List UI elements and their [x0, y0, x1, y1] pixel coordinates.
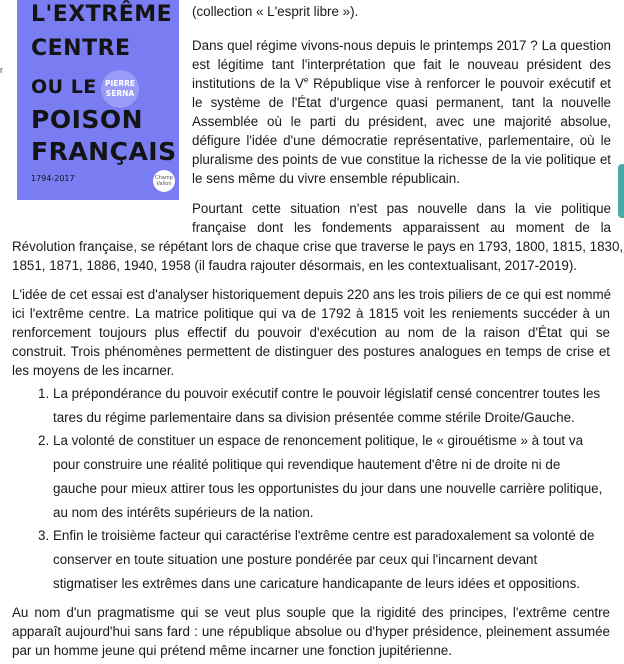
list-item-line: La volonté de constituer un espace de renoncement politique, le « girouétisme » à tout va [53, 433, 584, 448]
list-item-line: La prépondérance du pouvoir exécutif contre le pouvoir législatif censé concentrer toutes les [53, 386, 601, 401]
cover-author-first: PIERRE [104, 79, 136, 88]
paragraph-line-start: institutions de la V [192, 76, 304, 91]
paragraph-line: est légitime tant l'interprétation que fait le nouveau président des [192, 57, 611, 72]
cover-author-last: SERNA [105, 89, 135, 98]
list-item-line: gauche pour mieux attirer tous les opportunistes du jour dans une nouvelle carrière politique, [53, 481, 603, 496]
paragraph-line: Révolution française, se répétant lors de chaque crise que traverse le pays en 1793, 1800, 1815, 1830, [12, 239, 624, 254]
superscript-e: e [303, 75, 309, 85]
paragraph-line: construit. Trois phénomènes permettent de distinguer des postures analogues en temps de crise et [12, 344, 610, 359]
cover-title-line: OU LE [31, 76, 97, 98]
list-item-line: pour construire une réalité politique qui revendique hautement d'être ni de droite ni de [53, 457, 561, 472]
publisher-logo [153, 170, 175, 192]
publisher-line: Champ [155, 175, 173, 181]
paragraph-line: apparaît aujourd'hui sans fard : une république absolue ou d'hyper présidence, pleinement assumée [12, 624, 610, 639]
list-item-line: conserver en toute situation une posture pondérée par ceux qui l'incarnent devant [53, 552, 538, 567]
cover-title-line: FRANÇAIS [31, 137, 177, 166]
side-tab-handle[interactable] [618, 164, 624, 218]
paragraph-line: par un homme jeune qui prétend même incarner une fonction jupitérienne. [12, 643, 452, 658]
paragraph-line: Assemblée où le parti du président, avec une majorité absolue, [192, 114, 611, 129]
paragraph-line: défigure l'idée d'une démocratie représentative, parlementaire, où le [192, 133, 611, 148]
cover-dates: 1794-2017 [31, 174, 75, 183]
paragraph-line: Dans quel régime vivons-nous depuis le printemps 2017 ? La question [192, 38, 611, 53]
list-item-line: tares du régime parlementaire dans sa division présentée comme stérile Droite/Gauche. [53, 410, 575, 425]
paragraph-line: L'idée de cet essai est d'analyser historiquement depuis 220 ans les trois piliers de ce qui est nommé [12, 287, 612, 302]
paragraph-line: ici l'extrême centre. La matrice politique qui va de 1792 à 1815 voit les reniements succéder à un [12, 306, 610, 321]
paragraph-line: le sens même du vivre ensemble républicain. [192, 171, 460, 186]
top-fragment: (collection « L'esprit libre »). [192, 4, 359, 19]
paragraph-line: le système de l'État d'urgence quasi permanent, tant la nouvelle [192, 95, 611, 110]
publisher-line: Vallon [156, 181, 172, 187]
book-cover-image [17, 0, 179, 200]
list-number: 3. [38, 528, 50, 543]
paragraph-line: renforcement toujours plus effectif du pouvoir d'exécution au nom de la raison d'État qui se [12, 325, 610, 340]
paragraph-line: les moyens de les incarner. [12, 363, 175, 378]
list-item-line: Enfin le troisième facteur qui caractérise l'extrême centre est paradoxalement sa volonté de [53, 528, 595, 543]
cover-author-badge [101, 70, 139, 108]
cover-title-line: POISON [31, 105, 144, 134]
paragraph-line: pluralisme des points de vue constitue la richesse de la vie politique et [192, 152, 611, 167]
paragraph-line: 1851, 1871, 1886, 1940, 1958 (il faudra rajouter désormais, en les contextualisant, 2017-2019). [12, 258, 578, 273]
list-item-line: stigmatiser les extrêmes dans une caricature handicapante de leurs idées et oppositions. [53, 576, 580, 591]
paragraph-line-rest: République vise à renforcer le pouvoir exécutif et [308, 76, 611, 91]
paragraph-line [192, 74, 611, 93]
list-item-line: au nom des intérêts supérieurs de la nation. [53, 505, 314, 520]
paragraph-line: Au nom d'un pragmatisme qui se veut plus souple que la rigidité des principes, l'extrême centre [12, 605, 610, 620]
paragraph-line: Pourtant cette situation n'est pas nouvelle dans la vie politique [192, 201, 611, 216]
left-edge-marker: r [0, 66, 3, 75]
list-number: 2. [38, 433, 50, 448]
list-number: 1. [38, 386, 50, 401]
cover-title-line: CENTRE [31, 36, 131, 61]
cover-title-line: L'EXTRÊME [31, 2, 173, 27]
paragraph-line: française dont les fondements apparaissent au moment de la [192, 220, 611, 235]
